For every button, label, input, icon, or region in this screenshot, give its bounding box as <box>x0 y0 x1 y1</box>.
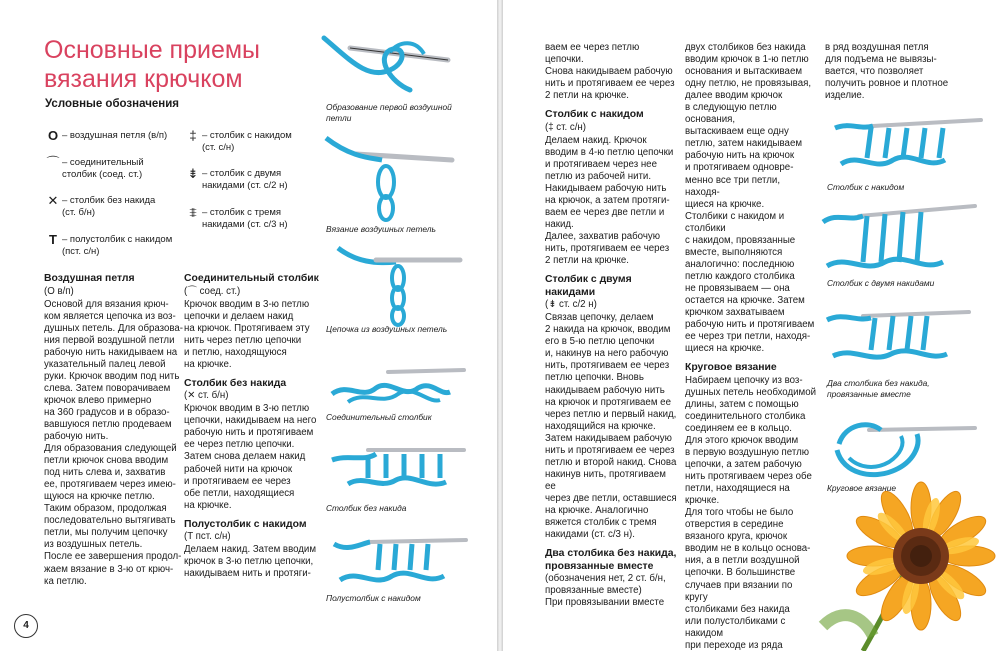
legend-item-single-crochet: ✕ – столбик без накида (ст. б/н) <box>44 195 184 221</box>
text-line: получить ровное и плотное <box>825 78 949 90</box>
text-line: вводим в 4-ю петлю цепочки <box>545 146 674 158</box>
treble-crochet-symbol-icon: ⇟ <box>187 166 199 181</box>
text-line: на крючке. <box>184 499 232 511</box>
text-line: петлю цепочки. Вновь <box>545 372 644 384</box>
text-line: последовательно вытягивать <box>44 515 176 527</box>
text-line: 2 петли на крючке. <box>545 90 629 102</box>
text-line: через петлю и первый накид, <box>545 408 677 420</box>
section-abbr: (O в/п) <box>44 285 74 297</box>
text-line: или полустолбиками с накидом <box>685 615 786 639</box>
text-line: нить через петлю цепочки <box>184 334 302 346</box>
text-line: цепочки, а затем рабочую <box>685 459 802 471</box>
text-line: и протягиваем через нее <box>545 158 657 170</box>
text-line: указательный палец левой <box>44 358 166 370</box>
text-line: на крючок. Протягиваем эту <box>184 322 310 334</box>
text-line: щиеся на крючке. <box>685 343 765 355</box>
text-line: остается на крючке. Затем <box>685 294 805 306</box>
text-line: петли крючок снова вводим <box>44 455 169 467</box>
text-line: его в 5-ю петлю цепочки <box>545 336 655 348</box>
text-line: петлю, затем накидываем <box>685 138 802 150</box>
left-page <box>0 0 497 651</box>
title-line-1: Основные приемы <box>44 36 261 64</box>
text-line: рабочую нить. <box>44 431 109 443</box>
text-line: Делаем накид. Крючок <box>545 134 647 146</box>
text-line: в первую воздушную петлю <box>685 447 810 458</box>
text-line: вязаного круга, крючок <box>685 531 788 543</box>
chain-stitch-section <box>44 273 184 588</box>
text-line: основания и вытаскиваем <box>685 66 802 78</box>
text-line: ния первой воздушной петли <box>44 334 175 346</box>
double-crochet-heading: Столбик с накидом <box>545 109 644 121</box>
slip-stitch-symbol-icon: ⌒ <box>46 155 60 170</box>
slip-stitch-abbr: (⌒ соед. ст.) <box>184 285 241 297</box>
text-line: для подъема не вывязы- <box>825 54 937 66</box>
legend-item-half-double: T – полустолбик с накидом (пст. с/н) <box>44 234 184 260</box>
legend-item-slip-stitch: ⌒ – соединительный столбик (соед. ст.) <box>44 157 184 183</box>
single-crochet-abbr: (✕ ст. б/н) <box>184 390 229 402</box>
section-body <box>44 299 184 588</box>
text-line: рабочую нить на крючок <box>685 150 795 162</box>
text-line: жаем вязание в 3-ю от крюч- <box>44 563 174 575</box>
continued-text <box>545 42 677 102</box>
continued-text-2 <box>685 42 817 355</box>
text-line: крючком захватываем <box>685 307 785 319</box>
half-double-illustration <box>330 530 470 592</box>
text-line: нить, протягиваем ее через <box>545 243 670 255</box>
text-line: нить протягиваем через обе <box>685 471 812 483</box>
section-heading: Воздушная петля <box>44 273 135 284</box>
text-line: Столбики с накидом и столбики <box>685 210 785 234</box>
legend-item-chain: O – воздушная петля (в/п) <box>44 130 184 144</box>
treble-abbr: (⇟ ст. с/2 н) <box>545 299 597 311</box>
text-line: далее вводим крючок <box>685 90 783 102</box>
half-double-symbol-icon: T <box>49 232 57 247</box>
text-line: петли, находящиеся на крючке. <box>685 483 790 507</box>
text-line: Для образования следующей <box>44 443 177 455</box>
text-line: вяжется столбик с тремя <box>545 517 657 529</box>
text-line: цепочки, накидываем на него <box>184 415 317 427</box>
text-line: нить, протягиваем ее через <box>545 360 670 372</box>
text-line: Для того чтобы не было <box>685 507 794 519</box>
text-line: в ряд воздушная петля <box>825 42 929 53</box>
double-crochet-symbol-icon: ‡ <box>189 128 197 143</box>
half-double-body <box>184 544 319 580</box>
text-line: Для этого крючок вводим <box>685 434 799 446</box>
right-page <box>503 0 1000 651</box>
text-line: с накидом, провязанные <box>685 234 796 246</box>
legend-title: Условные обозначения <box>45 98 180 110</box>
treble-heading: Столбик с двумя накидами <box>545 274 632 298</box>
text-line: Крючок вводим в 3-ю петлю <box>184 298 310 310</box>
text-line: одну петлю, не провязывая, <box>685 78 812 90</box>
legend-item-double-treble: ⩨ – столбик с тремя накидами (ст. с/3 н) <box>184 207 314 233</box>
text-line: ее через петлю цепочки. <box>184 439 295 451</box>
slip-stitch-body <box>184 299 319 371</box>
text-line: длины, затем с помощью <box>685 398 799 410</box>
half-double-abbr: (T пст. с/н) <box>184 531 231 543</box>
caption-chain-making: Вязание воздушных петель <box>326 224 436 234</box>
text-line: на крючке. <box>184 358 232 370</box>
text-line: и протягиваем ее через <box>184 475 291 487</box>
text-line: петлю из рабочей нити. <box>545 170 652 182</box>
text-line: ваем ее через петлю цепочки. <box>545 42 640 66</box>
text-line: на крючок и протягиваем ее <box>545 396 671 408</box>
text-line: вавшуюся петлю продеваем <box>44 418 172 430</box>
text-line: двух столбиков без накида <box>685 42 806 53</box>
legend-item-treble: ⇟ – столбик с двумя накидами (ст. с/2 н) <box>184 168 314 194</box>
treble-illustration <box>819 196 979 276</box>
double-treble-symbol-icon: ⩨ <box>189 205 197 220</box>
text-line: накинув нить, протягиваем ее <box>545 468 666 492</box>
text-line: Связав цепочку, делаем <box>545 312 654 324</box>
text-line: накидами (ст. с/3 н). <box>545 529 635 541</box>
text-line: При провязывании вместе <box>545 597 665 609</box>
text-line: петли, мы получим цепочку <box>44 527 168 539</box>
text-line: аналогично: последнюю <box>685 258 795 270</box>
text-line: на крючке. Аналогично <box>545 505 649 516</box>
text-line: петлю и второй накид. Снова <box>545 456 677 468</box>
right-column-2 <box>685 42 817 651</box>
text-line: не провязываем — она <box>685 282 790 294</box>
sunflower-image <box>803 486 1000 651</box>
text-line: душных петель. Для образова- <box>44 322 184 334</box>
caption-first-loop: Образование первой воздушной петли <box>326 102 452 123</box>
double-crochet-abbr: (‡ ст. с/н) <box>545 121 587 133</box>
single-crochet-body <box>184 403 319 511</box>
text-line: Затем снова делаем накид <box>184 451 306 463</box>
text-line: ния, а в петли воздушной <box>685 555 800 567</box>
text-line: ее через три петли, находя- <box>685 331 811 343</box>
text-line: цепочки и делаем накид <box>184 310 294 322</box>
text-line: вается, что позволяет <box>825 66 924 78</box>
text-line: щуюся на крючке петлю. <box>44 491 155 503</box>
text-line: 2 накида на крючок, вводим <box>545 324 671 336</box>
caption-treble: Столбик с двумя накидами <box>827 278 935 288</box>
treble-body <box>545 312 677 541</box>
text-line: и петлю, находящуюся <box>184 346 287 358</box>
caption-chain: Цепочка из воздушных петель <box>326 324 448 334</box>
caption-round-knitting: Круговое вязание <box>827 483 897 493</box>
text-line: и, накинув на него рабочую <box>545 348 669 360</box>
text-line: вытаскиваем еще одну <box>685 126 789 138</box>
sc2tog-body <box>545 573 677 609</box>
text-line: вместе, выполняются <box>685 246 783 258</box>
text-line: под нить слева и, захватив <box>44 467 166 479</box>
slip-stitch-heading: Соединительный столбик <box>184 273 319 284</box>
text-line: рабочей нити на крючок <box>184 463 293 475</box>
text-line: и протягиваем одновре- <box>685 162 794 174</box>
text-line: вводим крючок в 1-ю петлю <box>685 54 809 66</box>
sc2tog-illustration <box>823 296 973 366</box>
single-crochet-heading: Столбик без накида <box>184 377 287 389</box>
caption-half-double: Полустолбик с накидом <box>326 593 421 603</box>
title-line-2: вязания крючком <box>44 65 243 93</box>
text-line: Крючок вводим в 3-ю петлю <box>184 403 310 415</box>
first-loop-illustration <box>320 30 460 105</box>
text-line: ее, протягиваем через имею- <box>44 479 176 491</box>
text-line: случаев при вязании по кругу <box>685 579 793 603</box>
caption-slip-stitch: Соединительный столбик <box>326 412 432 422</box>
text-line: в следующую петлю основания, <box>685 102 777 126</box>
caption-sc2tog: Два столбика без накида, провязанные вместе <box>827 378 930 399</box>
caption-single-crochet: Столбик без накида <box>326 503 407 513</box>
text-line: вводим не в кольцо основа- <box>685 543 811 555</box>
text-line: рабочую нить и протягиваем <box>184 427 314 439</box>
text-line: крючок влево примерно <box>44 394 152 406</box>
text-line: на крючок, а затем протяги- <box>545 194 670 206</box>
text-line: соединяем ее в кольцо. <box>685 422 792 434</box>
text-line: слева. Затем поворачиваем <box>44 382 171 394</box>
text-line: рабочую нить и протягиваем <box>685 319 815 331</box>
text-line: Снова накидываем рабочую <box>545 66 673 78</box>
right-column-1 <box>545 42 677 609</box>
text-line: Делаем накид. Затем вводим <box>184 544 317 556</box>
text-line: Таким образом, продолжая <box>44 503 167 515</box>
text-line: через две петли, оставшиеся <box>545 492 677 504</box>
text-line: щиеся на крючке. <box>685 198 765 210</box>
text-line: менно все три петли, находя- <box>685 174 781 198</box>
text-line: После ее завершения продол- <box>44 551 182 563</box>
text-line: цепочки. В большинстве <box>685 567 796 579</box>
text-line: соединительного столбика <box>685 410 806 422</box>
text-line: 2 петли на крючке. <box>545 255 629 267</box>
double-crochet-illustration <box>833 92 983 172</box>
text-line: Далее, захватив рабочую <box>545 231 660 243</box>
text-line: при переходе из ряда <box>685 639 783 651</box>
text-line: крючок в 3-ю петлю цепочки, <box>184 556 314 568</box>
legend-item-double: ‡ – столбик с накидом (ст. с/н) <box>184 130 314 156</box>
text-line: изделие. <box>825 90 865 102</box>
text-line: Набираем цепочку из воз- <box>685 374 803 386</box>
text-line: ка петлю. <box>44 575 87 587</box>
text-line: ком является цепочка из воз- <box>44 310 176 322</box>
chain-stitch-symbol-icon: O <box>47 128 59 143</box>
text-line: находящийся на крючке. <box>545 420 656 432</box>
sc2tog-heading: Два столбика без накида, провязанные вместе <box>545 548 677 572</box>
text-line: руки. Крючок вводим под нить <box>44 370 180 382</box>
text-line: петлю каждого столбика <box>685 270 795 282</box>
text-line: ваем ее через две петли и накид. <box>545 207 665 231</box>
text-line: Затем накидываем рабочую <box>545 432 672 444</box>
text-line: рабочую нить накидываем на <box>44 346 178 358</box>
text-line: Накидываем рабочую нить <box>545 182 667 194</box>
half-double-heading: Полустолбик с накидом <box>184 518 307 530</box>
text-line: отверстия в середине <box>685 519 784 531</box>
text-line: из воздушных петель. <box>44 539 143 551</box>
slip-stitch-illustration <box>328 360 468 410</box>
text-line: Основой для вязания крюч- <box>44 298 169 310</box>
text-line: нить и протягиваем ее через <box>545 78 675 90</box>
caption-double-crochet: Столбик с накидом <box>827 182 905 192</box>
double-crochet-body <box>545 135 677 268</box>
round-knitting-illustration <box>829 414 979 484</box>
text-line: накидываем рабочую нить <box>545 384 665 396</box>
column-2-sections <box>184 273 319 580</box>
text-line: на 360 градусов и в образо- <box>44 406 170 418</box>
text-line: накидываем нить и протяги- <box>184 568 311 580</box>
page-number: 4 <box>14 614 38 638</box>
single-crochet-symbol-icon: ✕ <box>47 193 59 208</box>
single-crochet-illustration <box>328 440 468 495</box>
text-line: провязанные вместе) <box>545 585 642 597</box>
text-line: обе петли, находящиеся <box>184 487 295 499</box>
text-line: душных петель необходимой <box>685 386 816 398</box>
round-knitting-heading: Круговое вязание <box>685 362 777 374</box>
chain-making-illustration <box>322 138 462 218</box>
round-knitting-body <box>685 375 817 651</box>
text-line: (обозначения нет, 2 ст. б/н, <box>545 573 666 585</box>
text-line: столбиками без накида <box>685 603 790 615</box>
page-title <box>44 36 314 94</box>
chain-illustration <box>336 244 466 324</box>
text-line: нить и протягиваем ее через <box>545 444 675 456</box>
